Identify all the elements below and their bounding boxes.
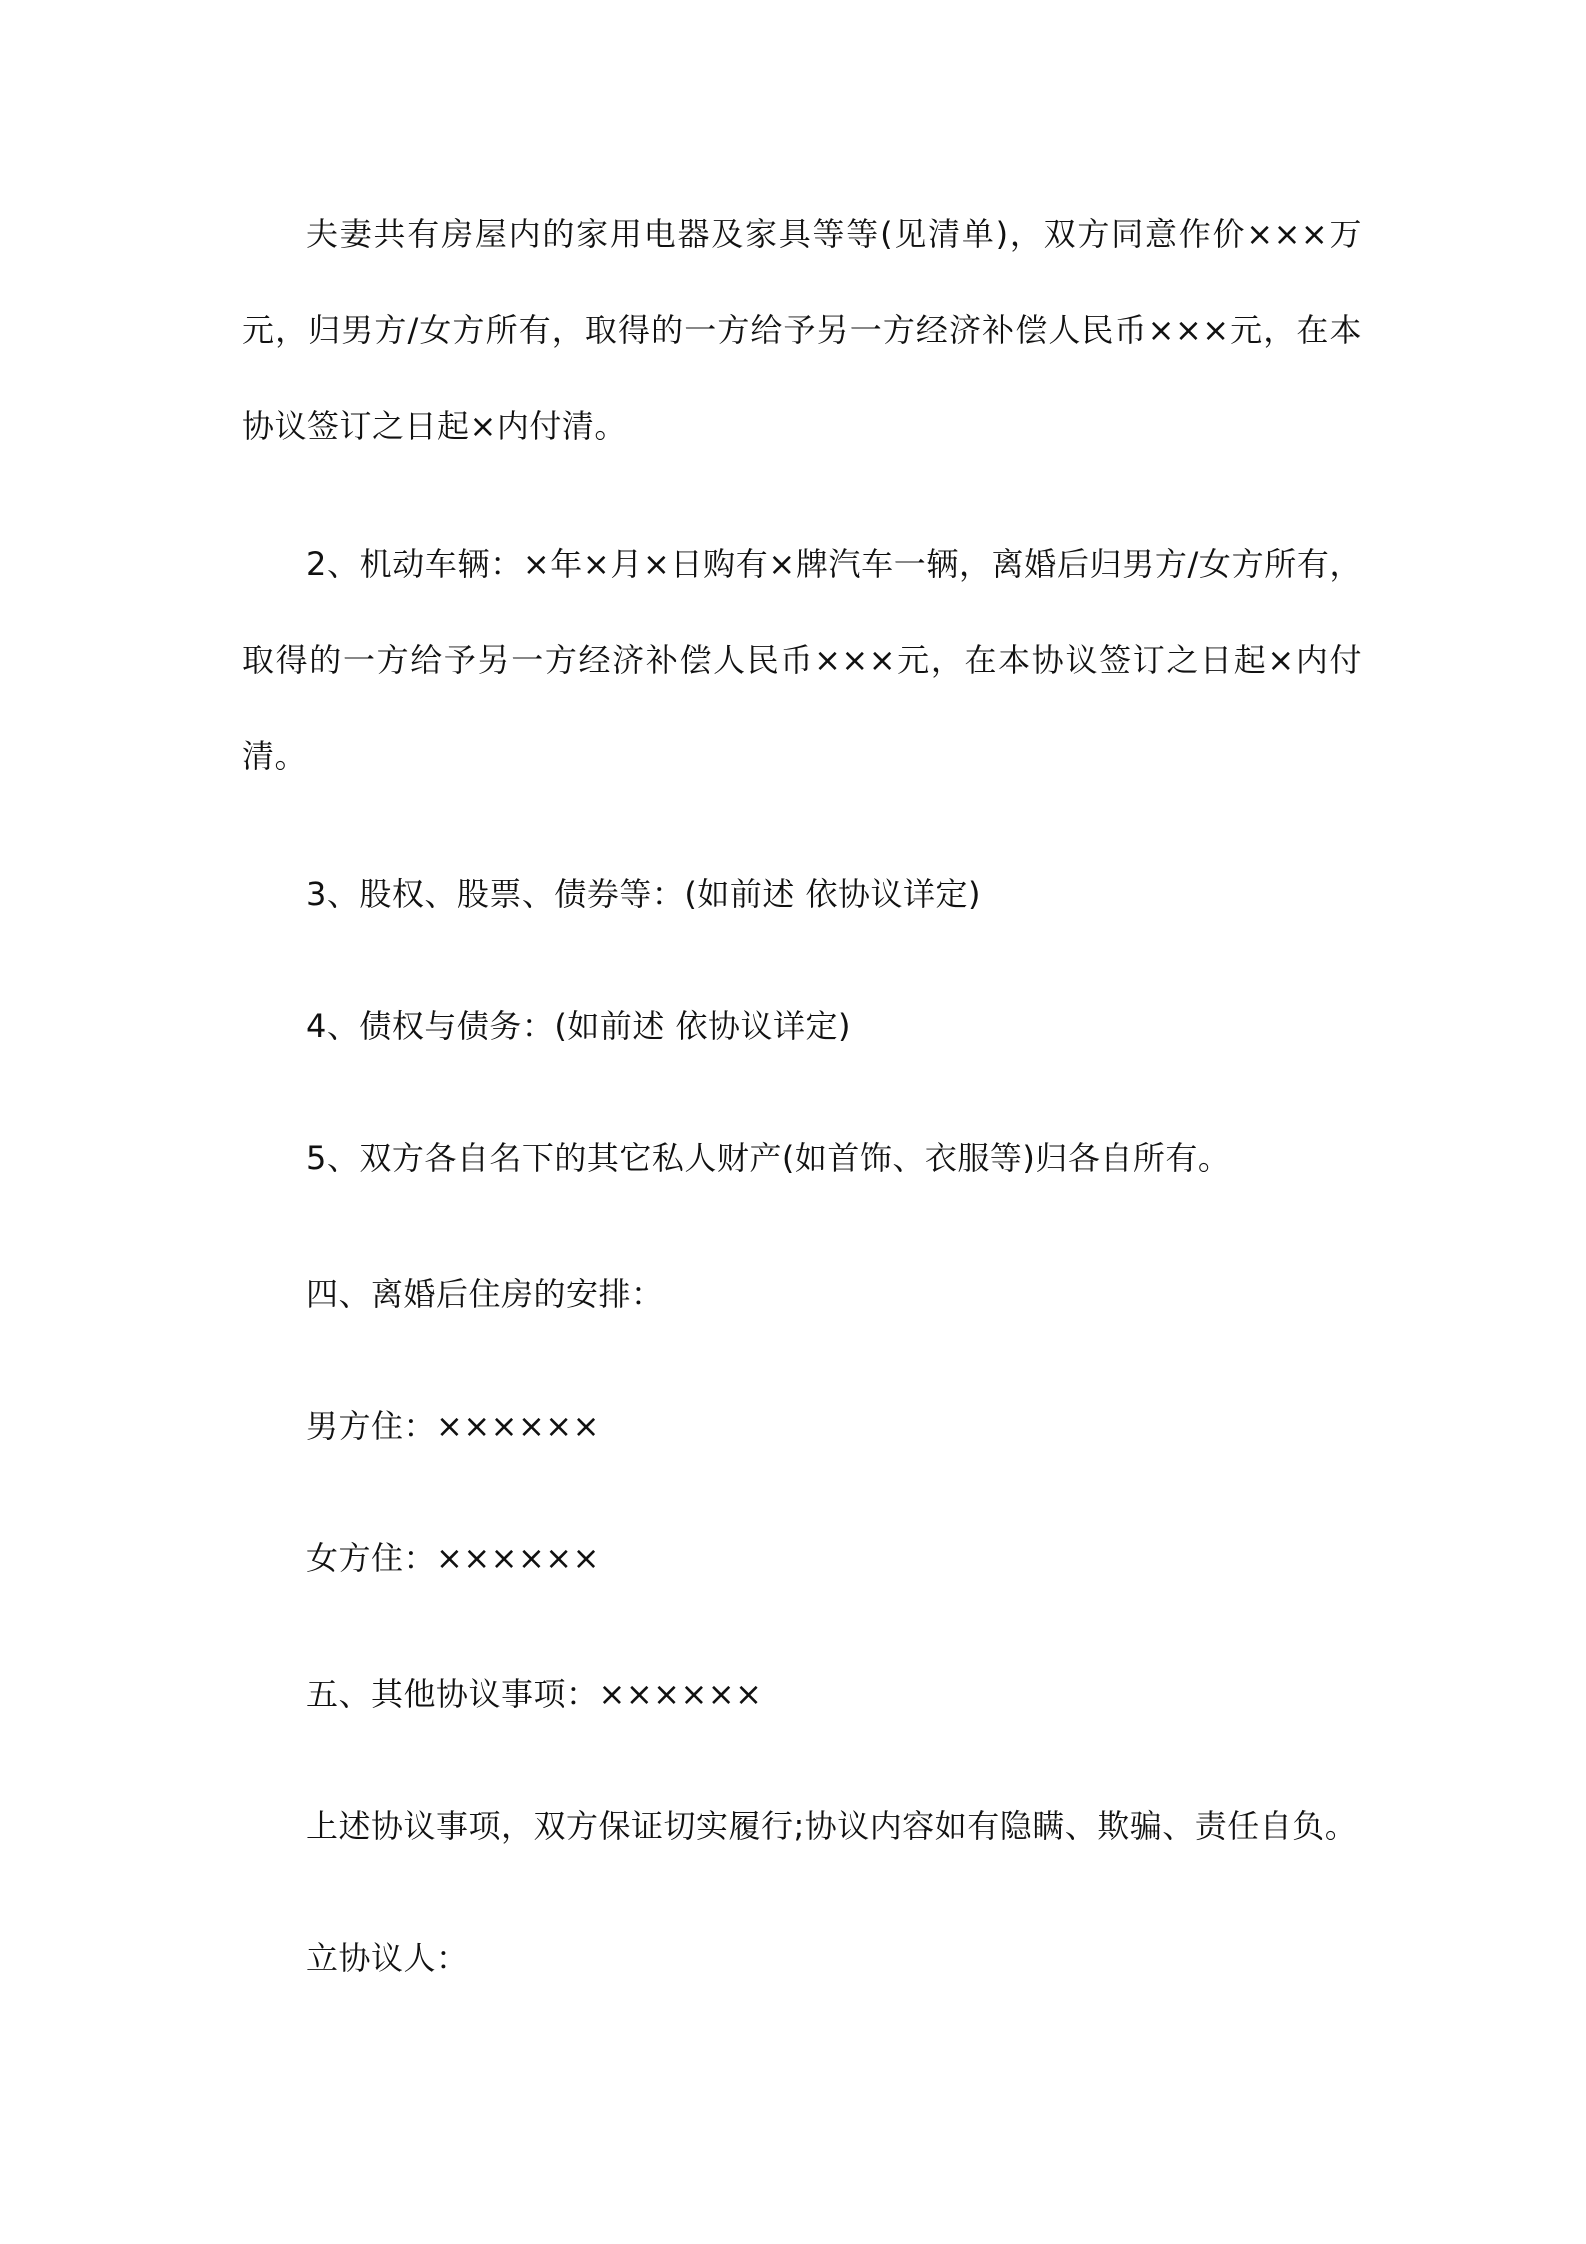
section-heading-housing: 四、离婚后住房的安排： [306,1275,664,1313]
section-heading-other-matters: 五、其他协议事项：×××××× [306,1675,763,1713]
document-page [242,0,1362,2244]
paragraph-household-appliances: 夫妻共有房屋内的家用电器及家具等等(见清单)，双方同意作价×××万元，归男方/女方所有，取得的一方给予另一方经济补偿人民币×××元，在本协议签订之日起×内付清。 [242,215,1362,445]
paragraph-male-residence: 男方住：×××××× [306,1407,600,1445]
signatory-label: 立协议人： [306,1939,469,1977]
paragraph-claims-debts: 4、债权与债务：(如前述 依协议详定) [306,1007,852,1045]
paragraph-motor-vehicle: 2、机动车辆：×年×月×日购有×牌汽车一辆，离婚后归男方/女方所有，取得的一方给予另一方经济补偿人民币×××元，在本协议签订之日起×内付清。 [242,545,1362,775]
paragraph-equity-stocks-bonds: 3、股权、股票、债券等：(如前述 依协议详定) [306,875,982,913]
paragraph-guarantee: 上述协议事项，双方保证切实履行;协议内容如有隐瞒、欺骗、责任自负。 [306,1807,1358,1845]
paragraph-private-property: 5、双方各自名下的其它私人财产(如首饰、衣服等)归各自所有。 [306,1139,1231,1177]
paragraph-female-residence: 女方住：×××××× [306,1539,600,1577]
